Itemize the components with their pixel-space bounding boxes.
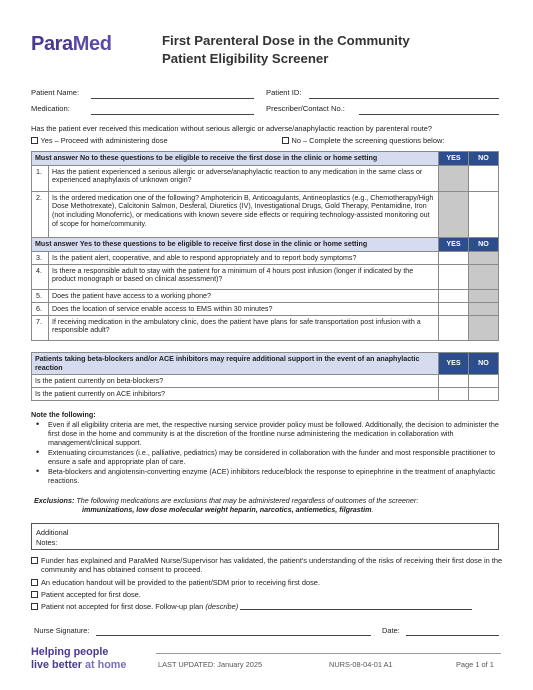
nurse-signature-field[interactable] [96, 635, 371, 636]
yes-answer-cell[interactable] [439, 290, 469, 303]
row-number: 5. [32, 290, 49, 303]
yes-column-header: YES [439, 238, 469, 252]
yes-answer-cell[interactable] [439, 166, 469, 192]
follow-up-plan-field[interactable] [240, 602, 472, 610]
list-item: • Extenuating circumstances (i.e., palliative, pediatrics) may be considered in collaboration with the funder and most responsible practitioner to ensure a safe and appropriate plan of care. [31, 448, 501, 466]
accepted-checkbox-item[interactable] [31, 590, 506, 599]
medication-label: Medication: [31, 104, 70, 113]
notes-title: Note the following: [31, 410, 96, 419]
exclusions-end: . [371, 505, 374, 514]
patient-info-row [31, 88, 499, 102]
row-number: 1. [32, 166, 49, 192]
option-yes-label: Yes – Proceed with administering dose [40, 136, 168, 145]
document-code: NURS-08-04-01 A1 [329, 660, 393, 669]
table-row [32, 252, 499, 265]
last-updated: LAST UPDATED: January 2025 [158, 660, 263, 669]
header-bold: Yes [79, 240, 93, 249]
no-answer-cell[interactable] [469, 375, 499, 388]
education-checkbox-item[interactable] [31, 578, 506, 587]
medication-field[interactable] [91, 114, 254, 115]
table-row [32, 388, 499, 401]
tagline-part-b: at home [85, 658, 127, 671]
beta-blocker-header [32, 353, 499, 375]
table-row [32, 166, 499, 192]
checkbox[interactable] [31, 603, 38, 610]
no-column-header: NO [469, 238, 499, 252]
patient-id-label: Patient ID: [266, 88, 302, 97]
no-answer-cell[interactable] [469, 265, 499, 290]
header-pre: Must answer [35, 240, 80, 249]
row-number: 3. [32, 252, 49, 265]
footer-divider [156, 653, 501, 654]
logo-med: Med [72, 33, 112, 55]
table-row [32, 290, 499, 303]
yes-answer-cell[interactable] [439, 252, 469, 265]
option-yes[interactable] [31, 136, 168, 145]
patient-name-field[interactable] [91, 98, 254, 99]
checkbox-no[interactable] [282, 137, 289, 144]
row-question: Does the location of service enable access to EMS within 30 minutes? [49, 303, 439, 316]
describe-hint: (describe) [205, 602, 239, 611]
exclusions-label: Exclusions: [34, 496, 75, 505]
consent-checkbox-item[interactable] [31, 556, 506, 575]
date-label: Date: [382, 626, 400, 635]
checkbox[interactable] [31, 591, 38, 598]
prescriber-label: Prescriber/Contact No.: [266, 104, 345, 113]
row-question: Is the ordered medication one of the following? Amphotericin B, Anticoagulants, Antineoplastics (e.g., Chemotherapy/High Dose Methotrexate), Calcitonin Salmon, Desferal, Diuretics (IV), Investigational Drugs, Gold Therapy, Pentamidine, Iron (not including Monoferric), or medications with known severe side effects or requiring technology-assisted monitoring out of scope for home/community. [49, 192, 439, 238]
row-question: Does the patient have access to a working phone? [49, 290, 439, 303]
tagline [31, 646, 126, 672]
title-line-2: Patient Eligibility Screener [162, 51, 329, 67]
header-bold: No [79, 154, 90, 163]
yes-answer-cell[interactable] [439, 388, 469, 401]
yes-answer-cell[interactable] [439, 316, 469, 341]
checkbox-label: An education handout will be provided to the patient/SDM prior to receiving first dose. [41, 578, 320, 587]
must-answer-yes-table [31, 237, 499, 341]
list-item: • Even if all eligibility criteria are met, the respective nursing service provider policy must be followed. Additionally, the decision to administer the first dose in the home and community is at the discretion of the frontline nurse administering the medication in collaboration with management/clinical support. [31, 420, 501, 447]
checkbox-label: Funder has explained and ParaMed Nurse/Supervisor has validated, the patient's understanding of the risks of receiving their first dose in the community and has obtained consent to proceed. [41, 556, 503, 575]
exclusions-note [34, 496, 499, 514]
yes-answer-cell[interactable] [439, 265, 469, 290]
tagline-line-1: Helping people [31, 646, 109, 658]
no-answer-cell[interactable] [469, 303, 499, 316]
no-column-header: NO [469, 353, 499, 375]
title-line-1: First Parenteral Dose in the Community [162, 33, 410, 48]
yes-answer-cell[interactable] [439, 303, 469, 316]
table-row [32, 375, 499, 388]
row-question: Is the patient currently on ACE inhibitors? [32, 388, 439, 401]
yes-column-header: YES [439, 353, 469, 375]
exclusions-text: The following medications are exclusions that may be administered regardless of outcomes of the screener: [74, 496, 419, 505]
row-number: 6. [32, 303, 49, 316]
prior-dose-question: Has the patient ever received this medication without serious allergic or adverse/anaphylactic reaction by parenteral route? [31, 124, 432, 133]
not-accepted-text: Patient not accepted for first dose. Follow-up plan [41, 602, 206, 611]
logo-para: Para [31, 33, 73, 55]
must-answer-yes-header-text [32, 238, 439, 252]
must-answer-no-header [32, 152, 499, 166]
row-question: Is there a responsible adult to stay with the patient for a minimum of 4 hours post infusion (longer if indicated by the product monograph or based on clinical assessment)? [49, 265, 439, 290]
checkbox-label: Patient accepted for first dose. [41, 590, 141, 599]
no-answer-cell[interactable] [469, 290, 499, 303]
checkbox-label [31, 602, 506, 611]
row-question: If receiving medication in the ambulatory clinic, does the patient have plans for safe transportation post infusion with a responsible adult? [49, 316, 439, 341]
row-question: Is the patient currently on beta-blockers? [32, 375, 439, 388]
notes-list [31, 420, 501, 485]
tagline-part-a: live better [31, 658, 86, 671]
no-answer-cell[interactable] [469, 166, 499, 192]
beta-blocker-header-text: Patients taking beta-blockers and/or ACE inhibitors may require additional support in the event of an anaphylactic reaction [32, 353, 439, 375]
row-question: Is the patient alert, cooperative, and able to respond appropriately and to report body symptoms? [49, 252, 439, 265]
row-number: 4. [32, 265, 49, 290]
nurse-signature-label: Nurse Signature: [34, 626, 90, 635]
no-answer-cell[interactable] [469, 388, 499, 401]
checkbox[interactable] [31, 579, 38, 586]
list-item: • Beta-blockers and angiotensin-converting enzyme (ACE) inhibitors reduce/block the response to epinephrine in the treatment of anaphylactic reactions. [31, 467, 501, 485]
patient-name-label: Patient Name: [31, 88, 80, 97]
must-answer-no-header-text [32, 152, 439, 166]
notes-section [31, 410, 501, 486]
header-post: to these questions to be eligible to receive first dose in the clinic or home setting [92, 240, 368, 249]
checkbox[interactable] [31, 557, 38, 564]
page-number: Page 1 of 1 [456, 660, 494, 669]
option-no-label: No – Complete the screening questions below: [291, 136, 445, 145]
no-answer-cell[interactable] [469, 316, 499, 341]
table-row [32, 303, 499, 316]
prescriber-field[interactable] [359, 114, 499, 115]
table-row [32, 265, 499, 290]
tagline-line-2 [31, 659, 126, 672]
medication-row [31, 104, 499, 118]
yes-answer-cell[interactable] [439, 192, 469, 238]
header-post: to these questions to be eligible to receive the first dose in the clinic or home setting [89, 154, 378, 163]
beta-blocker-table [31, 352, 499, 401]
patient-id-field[interactable] [309, 98, 499, 99]
row-question: Has the patient experienced a serious allergic or adverse/anaphylactic reaction to any medication in the same class or experienced anaphylaxis of unknown origin? [49, 166, 439, 192]
document-title [162, 32, 410, 69]
no-answer-cell[interactable] [469, 252, 499, 265]
date-field[interactable] [406, 635, 499, 636]
must-answer-no-table [31, 151, 499, 238]
paramed-logo [31, 32, 112, 57]
option-no[interactable] [282, 136, 444, 145]
no-answer-cell[interactable] [469, 192, 499, 238]
row-number: 2. [32, 192, 49, 238]
no-column-header: NO [469, 152, 499, 166]
yes-column-header: YES [439, 152, 469, 166]
row-number: 7. [32, 316, 49, 341]
yes-answer-cell[interactable] [439, 375, 469, 388]
not-accepted-checkbox-item[interactable] [31, 602, 506, 611]
table-row [32, 192, 499, 238]
exclusions-list: immunizations, low dose molecular weight heparin, narcotics, antiemetics, filgrastim [82, 505, 372, 514]
additional-notes-box[interactable] [31, 523, 499, 550]
table-row [32, 316, 499, 341]
additional-notes-label: Additional Notes: [36, 528, 69, 547]
must-answer-yes-header [32, 238, 499, 252]
header-pre: Must answer [35, 154, 80, 163]
checkbox-yes[interactable] [31, 137, 38, 144]
